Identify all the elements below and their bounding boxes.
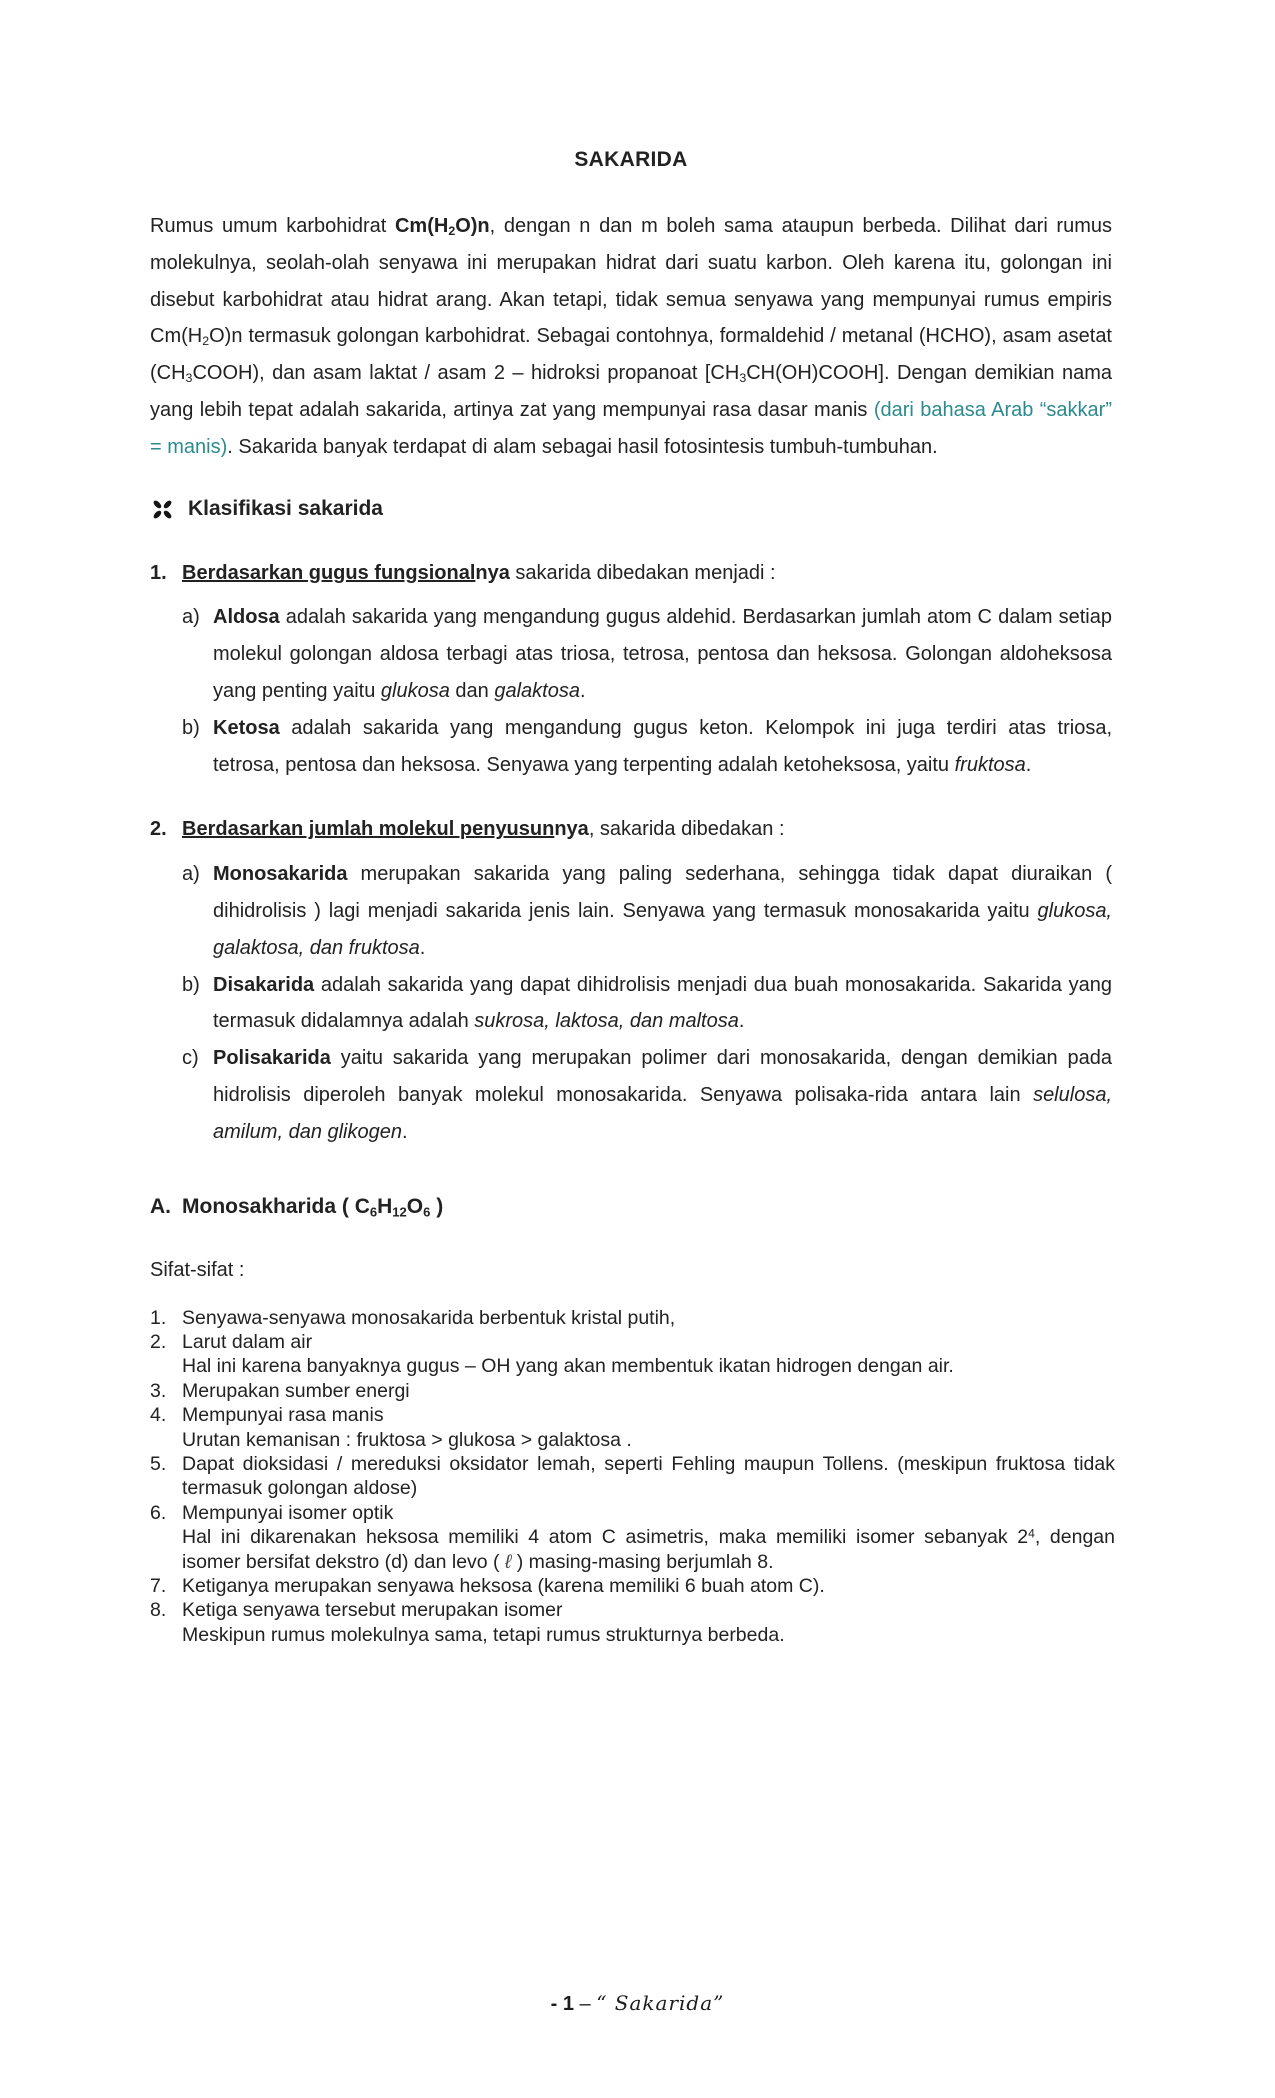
numbered-item-1 xyxy=(150,555,1112,784)
properties-list xyxy=(150,1306,1115,1648)
sub-item-body: Ketosa adalah sakarida yang mengandung gugus keton. Kelompok ini juga terdiri atas triosa, tetrosa, pentosa dan heksosa. Senyawa yang terpenting adalah ketoheksosa, yaitu fruktosa. xyxy=(213,716,1112,776)
numbered-item-1-lead-row xyxy=(150,555,1112,592)
property-lines xyxy=(182,1598,1115,1647)
property-number: 4. xyxy=(150,1404,167,1427)
sub-item-a xyxy=(182,599,1112,709)
sub-item-c xyxy=(182,1040,1112,1150)
property-lines xyxy=(182,1403,1115,1452)
sub-item-b xyxy=(182,710,1112,784)
property-lines xyxy=(182,1306,1115,1330)
property-item-5 xyxy=(150,1452,1115,1501)
sub-item-label: b) xyxy=(182,716,200,739)
item-number: 2. xyxy=(150,818,167,841)
property-item-8 xyxy=(150,1598,1115,1647)
sub-item-body: Polisakarida yaitu sakarida yang merupakan polimer dari monosakarida, dengan demikian pada hidrolisis diperoleh banyak molekul monosakarida. Senyawa polisaka-rida antara lain selulosa, amilum, dan glikogen. xyxy=(213,1047,1112,1143)
property-lines xyxy=(182,1330,1115,1379)
property-line: Ketiga senyawa tersebut merupakan isomer xyxy=(182,1599,563,1622)
section-heading-label: Klasifikasi sakarida xyxy=(188,497,383,521)
section-a-number: A. xyxy=(150,1194,171,1218)
property-line: Merupakan sumber energi xyxy=(182,1379,410,1402)
sub-item-label: c) xyxy=(182,1047,199,1070)
item-lead-text: Berdasarkan jumlah molekul penyusunnya, sakarida dibedakan : xyxy=(182,818,785,841)
property-item-6 xyxy=(150,1501,1115,1574)
section-a-title: Monosakharida ( $C_6H_{12}O_6$ ) xyxy=(182,1194,444,1219)
property-lines xyxy=(182,1452,1115,1501)
property-item-7 xyxy=(150,1574,1115,1598)
property-line: Mempunyai rasa manis xyxy=(182,1404,384,1427)
page-title: SAKARIDA xyxy=(574,148,688,171)
property-lines xyxy=(182,1501,1115,1574)
property-line: Ketiganya merupakan senyawa heksosa (karena memiliki 6 buah atom C). xyxy=(182,1575,825,1597)
property-item-1 xyxy=(150,1306,1115,1330)
page-footer: - 1 – “ Sakarida” xyxy=(550,1991,725,2015)
property-number: 2. xyxy=(150,1330,167,1353)
sub-item-b xyxy=(182,967,1112,1041)
sub-list xyxy=(182,856,1112,1150)
property-item-4 xyxy=(150,1403,1115,1452)
property-line: Dapat dioksidasi / mereduksi oksidator lemah, seperti Fehling maupun Tollens. (meskipun fruktosa tidak termasuk golongan aldose) xyxy=(182,1452,1115,1500)
property-number: 1. xyxy=(150,1306,167,1329)
document-page xyxy=(0,148,1275,2098)
property-lines xyxy=(182,1379,1115,1403)
property-line: Hal ini karena banyaknya gugus – OH yang akan membentuk ikatan hidrogen dengan air. xyxy=(182,1355,954,1378)
section-heading-klasifikasi xyxy=(150,497,1112,522)
property-number: 8. xyxy=(150,1599,167,1622)
property-line: Urutan kemanisan : fruktosa > glukosa > galaktosa . xyxy=(182,1428,632,1451)
sifat-label: Sifat-sifat : xyxy=(150,1258,245,1281)
property-number: 7. xyxy=(150,1575,167,1597)
property-line: Larut dalam air xyxy=(182,1330,313,1353)
property-item-3 xyxy=(150,1379,1115,1403)
property-number: 5. xyxy=(150,1452,167,1475)
sub-item-a xyxy=(182,856,1112,966)
numbered-item-2-lead-row xyxy=(150,811,1112,848)
item-number: 1. xyxy=(150,561,167,584)
sub-item-label: b) xyxy=(182,973,200,996)
four-petal-ornament-icon xyxy=(150,497,175,522)
property-line: Mempunyai isomer optik xyxy=(182,1501,394,1524)
sub-item-body: Aldosa adalah sakarida yang mengandung gugus aldehid. Berdasarkan jumlah atom C dalam setiap molekul golongan aldosa terbagi atas triosa, tetrosa, pentosa dan heksosa. Golongan aldoheksosa yang penting yaitu glukosa dan galaktosa. xyxy=(213,606,1112,702)
section-a-heading xyxy=(150,1195,1112,1219)
property-line: Senyawa-senyawa monosakarida berbentuk kristal putih, xyxy=(182,1306,676,1329)
property-line: Meskipun rumus molekulnya sama, tetapi rumus strukturnya berbeda. xyxy=(182,1623,785,1646)
item-lead-text: Berdasarkan gugus fungsionalnya sakarida dibedakan menjadi : xyxy=(182,561,776,584)
sub-list xyxy=(182,599,1112,783)
sub-item-label: a) xyxy=(182,606,200,629)
intro-paragraph: Rumus umum karbohidrat $Cm(H_2O)n$, dengan n dan m boleh sama ataupun berbeda. Dilihat dari rumus molekulnya, seolah-olah senyawa ini merupakan hidrat dari suatu karbon. Oleh karena itu, golongan ini disebut karbohidrat atau hidrat arang. Akan tetapi, tidak semua senyawa yang mempunyai rumus empiris $Cm(H_2O)n$ termasuk golongan karbohidrat. Sebagai contohnya, formaldehid / metanal (HCHO), asam asetat $(CH_3COOH)$, dan asam laktat / asam 2 – hidroksi propanoat $[CH_3CH(OH)COOH]$. Dengan demikian nama yang lebih tepat adalah sakarida, artinya zat yang mempunyai rasa dasar manis (dari bahasa Arab “sakkar” = manis). Sakarida banyak terdapat di alam sebagai hasil fotosintesis tumbuh-tumbuhan. xyxy=(150,215,1112,458)
property-item-2 xyxy=(150,1330,1115,1379)
sub-item-body: Disakarida adalah sakarida yang dapat dihidrolisis menjadi dua buah monosakarida. Sakarida yang termasuk didalamnya adalah sukrosa, laktosa, dan maltosa. xyxy=(213,973,1112,1033)
sub-item-label: a) xyxy=(182,863,200,886)
numbered-item-2 xyxy=(150,811,1112,1150)
property-number: 3. xyxy=(150,1379,167,1402)
property-number: 6. xyxy=(150,1501,167,1524)
sub-item-body: Monosakarida merupakan sakarida yang paling sederhana, sehingga tidak dapat diuraikan ( dihidrolisis ) lagi menjadi sakarida jenis lain. Senyawa yang termasuk monosakarida yaitu glukosa, galaktosa, dan fruktosa. xyxy=(213,863,1112,959)
property-lines xyxy=(182,1574,1115,1598)
property-line: Hal ini dikarenakan heksosa memiliki 4 atom C asimetris, maka memiliki isomer sebanyak $2^4$, dengan isomer bersifat dekstro (d) dan levo ( ℓ ) masing-masing berjumlah 8. xyxy=(182,1526,1115,1573)
